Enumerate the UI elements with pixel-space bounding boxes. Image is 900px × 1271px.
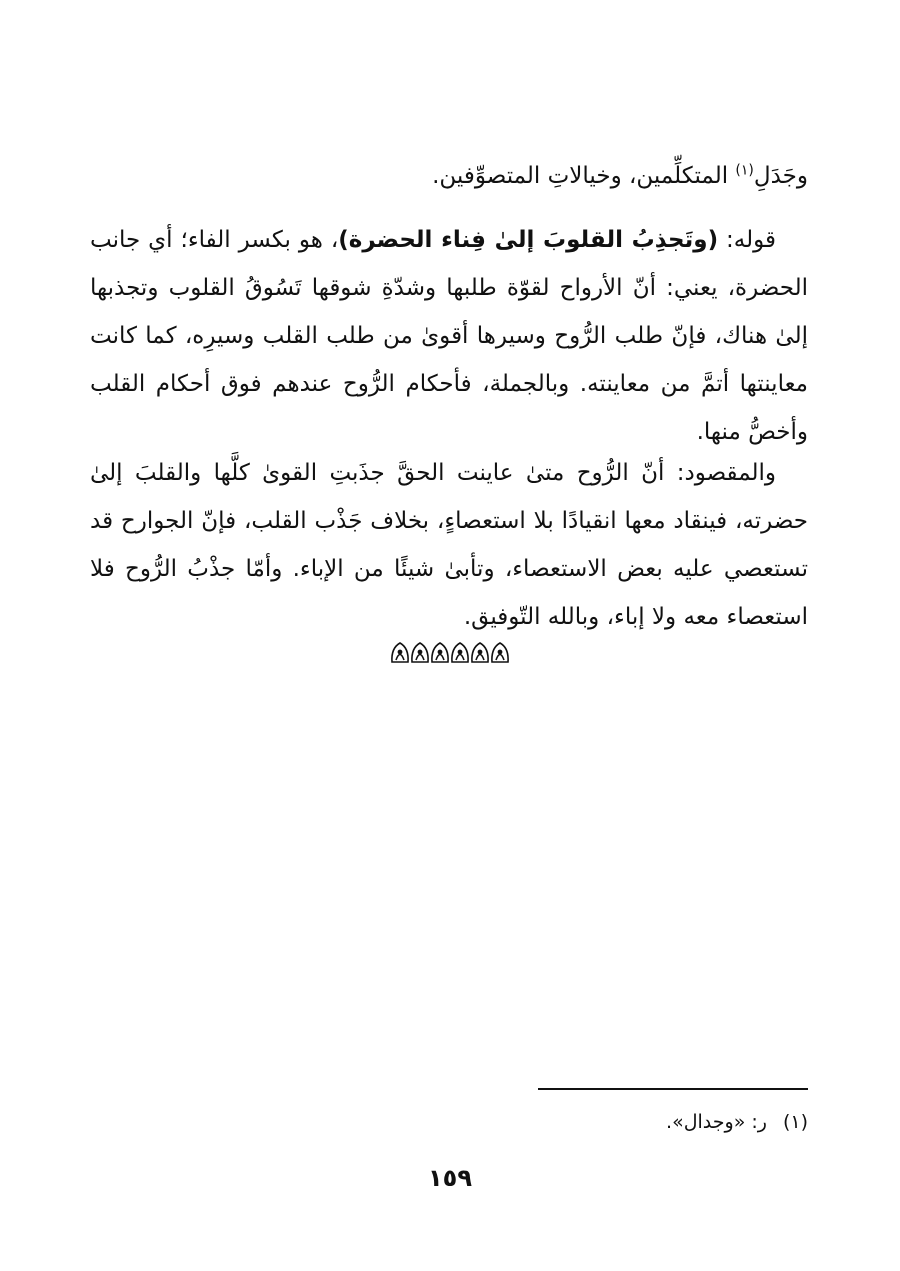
paragraph-lead: قوله: xyxy=(718,227,776,253)
commentary-paragraph xyxy=(90,216,808,456)
footnote-marker[interactable]: (١) xyxy=(735,162,754,179)
paragraph-continuation xyxy=(90,152,808,200)
conclusion-paragraph xyxy=(90,449,808,641)
ornament-motif xyxy=(432,643,448,662)
footnote-number: (١) xyxy=(782,1111,808,1133)
ornament-motif xyxy=(452,643,468,662)
floral-divider-icon xyxy=(390,640,510,666)
ornament-motif xyxy=(392,643,408,662)
footnote-text: ر: «وجدال». xyxy=(666,1111,767,1133)
page-number: ١٥٩ xyxy=(428,1164,472,1192)
footnote-divider xyxy=(538,1088,808,1090)
paragraph-text: ، هو بكسر الفاء؛ أي جانب الحضرة، يعني: أنّ الأرواح لقوّة طلبها وشدّةِ شوقها تَسُوقُ القلوب وتجذبها إلىٰ هناك، فإنّ طلب الرُّوح وسيرها أقوىٰ من طلب القلب وسيرِه، كما كانت معاينتها أتمَّ من معاينته. وبالجملة، فأحكام الرُّوح عندهم فوق أحكام القلب وأخصُّ منها. xyxy=(90,227,808,445)
ornament-motif xyxy=(412,643,428,662)
paragraph-text: والمقصود: أنّ الرُّوح متىٰ عاينت الحقَّ جذَبتِ القوىٰ كلَّها والقلبَ إلىٰ حضرته، فينقاد معها انقيادًا بلا استعصاءٍ، بخلاف جَذْب القلب، فإنّ الجوارح قد تستعصي عليه بعض الاستعصاء، وتأبىٰ شيئًا من الإباء. وأمّا جذْبُ الرُّوح فلا استعصاء معه ولا إباء، وبالله التّوفيق. xyxy=(90,460,808,630)
paragraph-text: المتكلِّمين، وخيالاتِ المتصوِّفين. xyxy=(432,163,736,189)
footnote xyxy=(308,1108,808,1136)
ornament-motif xyxy=(472,643,488,662)
ornament-motif xyxy=(492,643,508,662)
paragraph-text: وجَدَلِ xyxy=(753,163,808,189)
quoted-text: (وتَجذِبُ القلوبَ إلىٰ فِناء الحضرة) xyxy=(338,227,719,253)
